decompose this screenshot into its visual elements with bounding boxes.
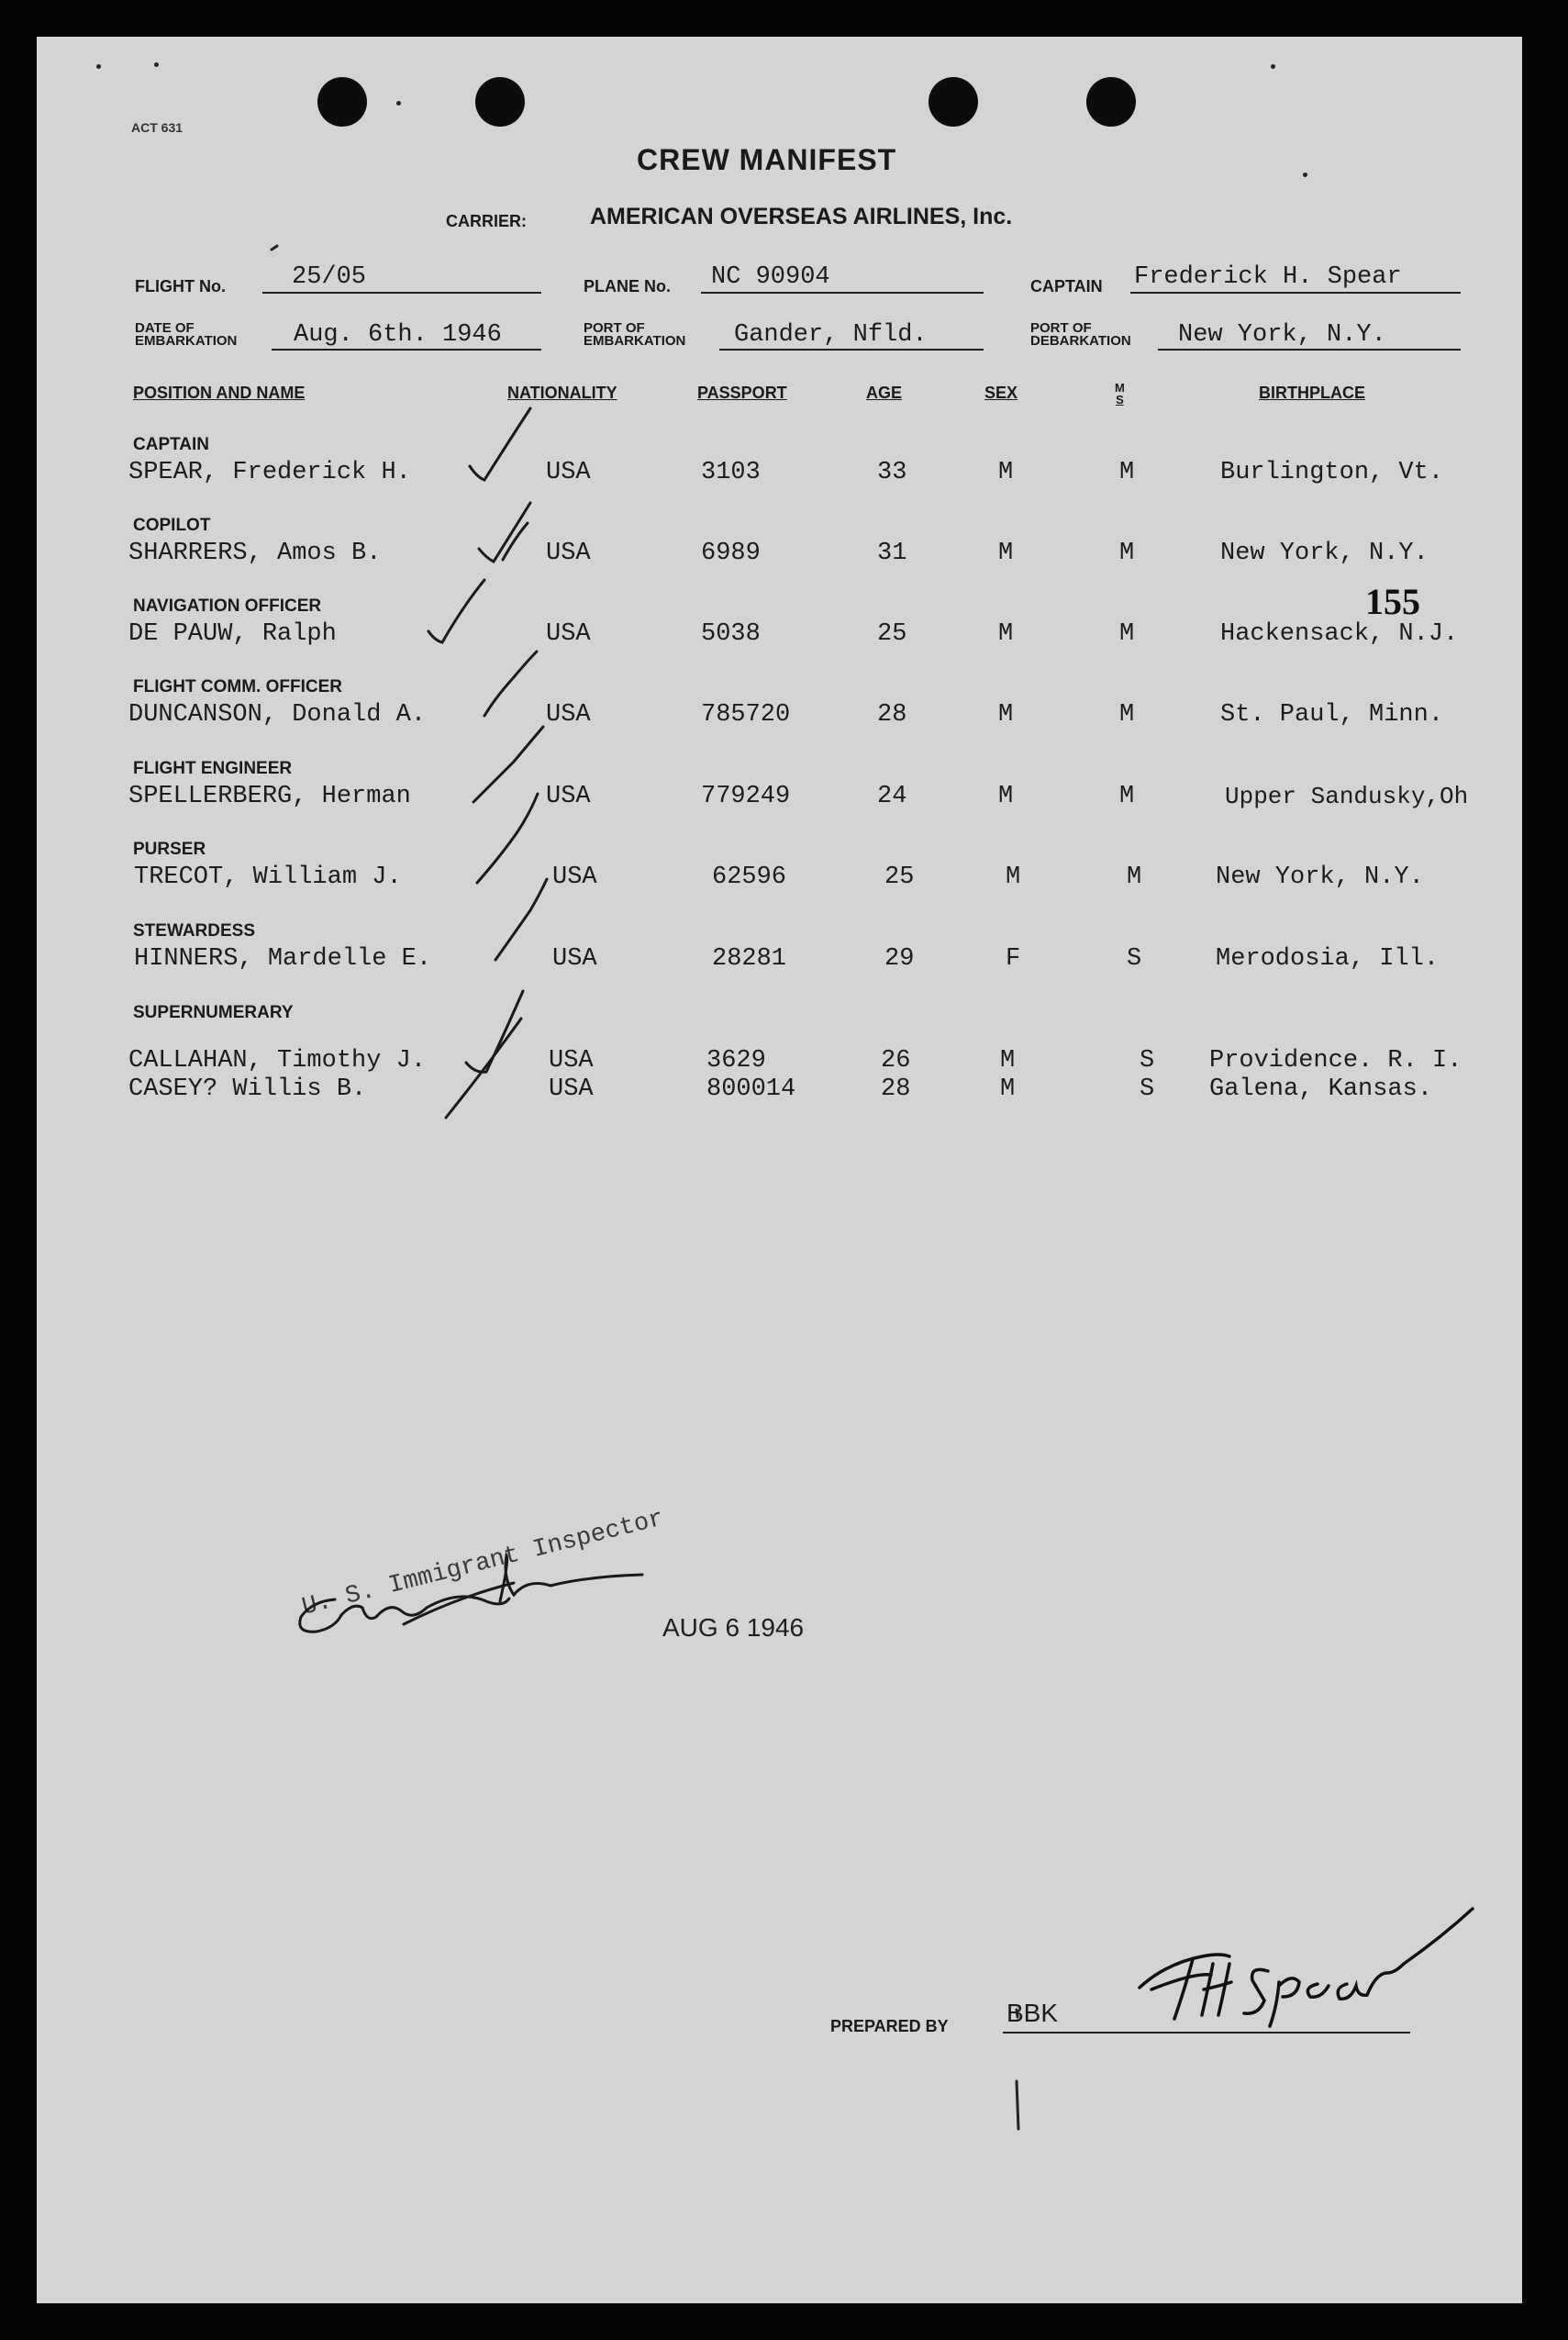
crew-nationality: USA [546, 540, 591, 567]
position-label: SUPERNUMERARY [133, 1003, 294, 1022]
crew-marital-status: S [1127, 945, 1142, 973]
embark-port-value: Gander, Nfld. [734, 321, 928, 349]
crew-name: SHARRERS, Amos B. [128, 540, 382, 567]
column-header-nationality: NATIONALITY [507, 384, 617, 402]
crew-nationality: USA [552, 945, 597, 973]
position-label: COPILOT [133, 516, 211, 535]
carrier-value: AMERICAN OVERSEAS AIRLINES, Inc. [590, 204, 1013, 229]
crew-birthplace: Burlington, Vt. [1220, 459, 1444, 486]
crew-name: SPELLERBERG, Herman [128, 783, 411, 810]
position-label: NAVIGATION OFFICER [133, 596, 322, 616]
crew-nationality: USA [546, 459, 591, 486]
inspector-stamp-date: AUG 6 1946 [662, 1613, 805, 1642]
position-label: CAPTAIN [133, 435, 210, 454]
flight-label: FLIGHT No. [135, 277, 226, 295]
crew-sex: M [1006, 864, 1021, 891]
captain-label: CAPTAIN [1030, 277, 1103, 295]
crew-nationality: USA [549, 1075, 594, 1103]
crew-sex: F [1006, 945, 1021, 973]
plane-underline [701, 292, 984, 294]
debark-port-underline [1158, 349, 1461, 351]
crew-age: 29 [884, 945, 915, 973]
flight-value: 25/05 [292, 263, 367, 291]
crew-marital-status: M [1119, 540, 1135, 567]
crew-nationality: USA [546, 620, 591, 648]
embark-port-label-2: EMBARKATION [584, 333, 686, 349]
position-label: STEWARDESS [133, 921, 256, 941]
paper-speck [96, 64, 101, 69]
plane-label: PLANE No. [584, 277, 672, 295]
crew-marital-status: M [1127, 864, 1142, 891]
crew-passport: 5038 [701, 620, 761, 648]
crew-name: CALLAHAN, Timothy J. [128, 1047, 427, 1075]
crew-age: 31 [877, 540, 907, 567]
embark-port-underline [719, 349, 984, 351]
crew-marital-status: M [1119, 783, 1135, 810]
binder-hole [475, 77, 525, 127]
prepared-by-underline [1003, 2032, 1410, 2034]
crew-passport: 6989 [701, 540, 761, 567]
embark-date-underline [272, 349, 541, 351]
crew-age: 25 [877, 620, 907, 648]
crew-birthplace: Hackensack, N.J. [1220, 620, 1459, 648]
crew-birthplace: Merodosia, Ill. [1216, 945, 1440, 973]
crew-passport: 779249 [701, 783, 791, 810]
crew-age: 26 [881, 1047, 911, 1075]
crew-sex: M [998, 459, 1014, 486]
debark-port-label-2: DEBARKATION [1030, 333, 1131, 349]
crew-passport: 800014 [706, 1075, 796, 1103]
crew-name: TRECOT, William J. [134, 864, 402, 891]
crew-age: 24 [877, 783, 907, 810]
carrier-label: CARRIER: [446, 212, 527, 230]
crew-birthplace: New York, N.Y. [1220, 540, 1429, 567]
position-label: FLIGHT COMM. OFFICER [133, 677, 342, 696]
column-header-age: AGE [866, 384, 903, 402]
prepared-by-label: PREPARED BY [830, 2017, 949, 2035]
crew-sex: M [998, 540, 1014, 567]
debark-port-value: New York, N.Y. [1178, 321, 1386, 349]
column-header-passport: PASSPORT [697, 384, 787, 402]
binder-hole [317, 77, 367, 127]
crew-marital-status: M [1119, 620, 1135, 648]
form-number: ACT 631 [131, 120, 183, 135]
crew-nationality: USA [546, 783, 591, 810]
position-label: FLIGHT ENGINEER [133, 759, 293, 778]
crew-passport: 3103 [701, 459, 761, 486]
crew-passport: 28281 [712, 945, 787, 973]
crew-name: DE PAUW, Ralph [128, 620, 337, 648]
crew-marital-status: S [1140, 1047, 1155, 1075]
crew-sex: M [998, 701, 1014, 729]
manifest-page [37, 37, 1522, 2303]
crew-sex: M [998, 783, 1014, 810]
prepared-by-value: BBK [1006, 1999, 1059, 2027]
column-header-sex: SEX [984, 384, 1018, 402]
flight-underline [262, 292, 541, 294]
crew-marital-status: M [1119, 701, 1135, 729]
crew-name: CASEY? Willis B. [128, 1075, 367, 1103]
binder-hole [929, 77, 978, 127]
crew-birthplace: Providence. R. I. [1209, 1047, 1462, 1075]
embark-date-label-1: DATE OF [135, 320, 195, 336]
crew-birthplace: Upper Sandusky,Oh [1225, 783, 1469, 810]
crew-marital-status: S [1140, 1075, 1155, 1103]
crew-nationality: USA [546, 701, 591, 729]
position-label: PURSER [133, 840, 206, 859]
crew-sex: M [1000, 1075, 1016, 1103]
inspector-stamp-title: U. S. Immigrant Inspector [299, 1505, 667, 1622]
column-header-marital-status: M S [1115, 381, 1125, 407]
embark-port-label-1: PORT OF [584, 320, 645, 336]
debark-port-label-1: PORT OF [1030, 320, 1092, 336]
column-header-birthplace: BIRTHPLACE [1259, 384, 1365, 402]
captain-value: Frederick H. Spear [1134, 263, 1402, 291]
crew-passport: 62596 [712, 864, 787, 891]
captain-underline [1130, 292, 1461, 294]
page-number: 155 [1365, 581, 1420, 622]
crew-marital-status: M [1119, 459, 1135, 486]
crew-birthplace: St. Paul, Minn. [1220, 701, 1444, 729]
paper-speck [154, 62, 159, 67]
crew-sex: M [1000, 1047, 1016, 1075]
crew-passport: 3629 [706, 1047, 766, 1075]
binder-hole [1086, 77, 1136, 127]
embark-date-value: Aug. 6th. 1946 [294, 321, 502, 349]
page-title: CREW MANIFEST [637, 143, 897, 176]
plane-value: NC 90904 [711, 263, 830, 291]
crew-nationality: USA [552, 864, 597, 891]
crew-nationality: USA [549, 1047, 594, 1075]
paper-speck [1303, 173, 1307, 177]
crew-name: HINNERS, Mardelle E. [134, 945, 432, 973]
crew-passport: 785720 [701, 701, 791, 729]
crew-age: 28 [877, 701, 907, 729]
crew-birthplace: New York, N.Y. [1216, 864, 1424, 891]
paper-speck [1271, 64, 1275, 69]
crew-age: 25 [884, 864, 915, 891]
crew-name: DUNCANSON, Donald A. [128, 701, 427, 729]
crew-age: 28 [881, 1075, 911, 1103]
crew-birthplace: Galena, Kansas. [1209, 1075, 1433, 1103]
paper-speck [396, 101, 401, 106]
embark-date-label-2: EMBARKATION [135, 333, 238, 349]
column-header-position: POSITION AND NAME [133, 384, 306, 402]
crew-name: SPEAR, Frederick H. [128, 459, 411, 486]
crew-sex: M [998, 620, 1014, 648]
crew-age: 33 [877, 459, 907, 486]
